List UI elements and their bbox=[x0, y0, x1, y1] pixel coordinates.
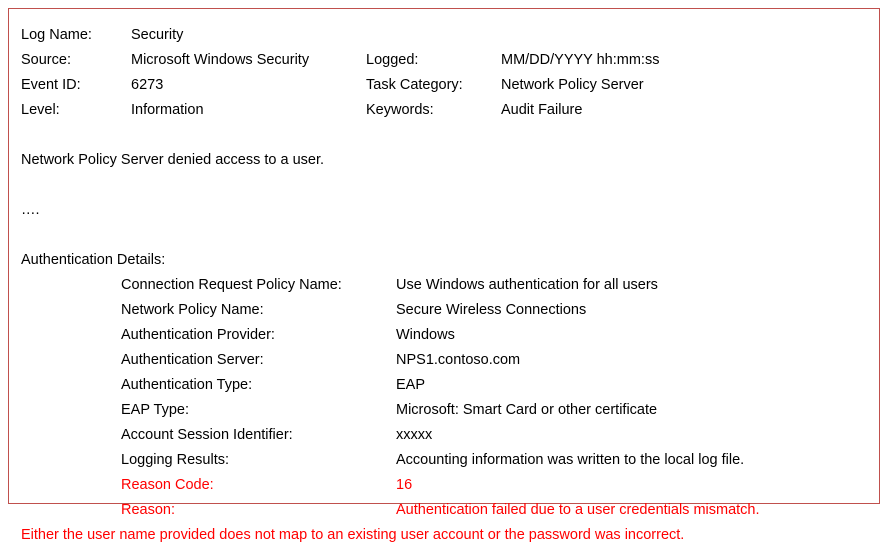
detail-row bbox=[21, 273, 867, 298]
detail-value: xxxxx bbox=[396, 427, 433, 443]
header-row bbox=[21, 23, 867, 48]
task-category-value: Network Policy Server bbox=[501, 77, 644, 93]
header-row bbox=[21, 73, 867, 98]
ellipsis-text: …. bbox=[21, 202, 40, 218]
event-log-panel bbox=[8, 8, 880, 543]
detail-value: Use Windows authentication for all users bbox=[396, 277, 658, 293]
detail-row bbox=[21, 423, 867, 448]
detail-value: NPS1.contoso.com bbox=[396, 352, 521, 368]
detail-row bbox=[21, 323, 867, 348]
level-label: Level: bbox=[21, 102, 60, 118]
detail-row bbox=[21, 448, 867, 473]
detail-row bbox=[21, 498, 867, 523]
detail-row bbox=[21, 298, 867, 323]
detail-value: Windows bbox=[396, 327, 455, 343]
detail-label: EAP Type: bbox=[121, 402, 189, 418]
detail-row bbox=[21, 398, 867, 423]
detail-row bbox=[21, 473, 867, 498]
detail-label: Account Session Identifier: bbox=[121, 427, 293, 443]
reason-value: Authentication failed due to a user credentials mismatch. bbox=[396, 502, 760, 518]
keywords-value: Audit Failure bbox=[501, 102, 583, 118]
log-name-label: Log Name: bbox=[21, 27, 92, 43]
reason-label: Reason: bbox=[121, 502, 176, 518]
source-value: Microsoft Windows Security bbox=[131, 52, 310, 68]
source-label: Source: bbox=[21, 52, 71, 68]
reason-code-label: Reason Code: bbox=[121, 477, 214, 493]
level-value: Information bbox=[131, 102, 204, 118]
header-row bbox=[21, 98, 867, 123]
detail-label: Authentication Server: bbox=[121, 352, 264, 368]
logged-label: Logged: bbox=[366, 52, 419, 68]
reason-code-value: 16 bbox=[396, 477, 413, 493]
detail-label: Network Policy Name: bbox=[121, 302, 264, 318]
detail-label: Logging Results: bbox=[121, 452, 230, 468]
event-id-label: Event ID: bbox=[21, 77, 81, 93]
detail-label: Authentication Type: bbox=[121, 377, 253, 393]
logged-value: MM/DD/YYYY hh:mm:ss bbox=[501, 52, 660, 68]
keywords-label: Keywords: bbox=[366, 102, 434, 118]
detail-row bbox=[21, 348, 867, 373]
detail-row bbox=[21, 373, 867, 398]
detail-label: Authentication Provider: bbox=[121, 327, 275, 343]
failure-explanation: Either the user name provided does not map to an existing user account or the password was incorrect. bbox=[21, 527, 685, 543]
header-row bbox=[21, 48, 867, 73]
detail-value: Microsoft: Smart Card or other certificate bbox=[396, 402, 658, 418]
authentication-details-title: Authentication Details: bbox=[21, 252, 166, 268]
spacer bbox=[21, 223, 867, 248]
detail-value: Accounting information was written to the local log file. bbox=[396, 452, 745, 468]
spacer bbox=[21, 123, 867, 148]
task-category-label: Task Category: bbox=[366, 77, 463, 93]
detail-value: EAP bbox=[396, 377, 426, 393]
spacer bbox=[21, 173, 867, 198]
event-summary: Network Policy Server denied access to a user. bbox=[21, 152, 325, 168]
event-log-content bbox=[9, 9, 879, 543]
log-name-value: Security bbox=[131, 27, 184, 43]
detail-label: Connection Request Policy Name: bbox=[121, 277, 342, 293]
detail-value: Secure Wireless Connections bbox=[396, 302, 587, 318]
event-id-value: 6273 bbox=[131, 77, 164, 93]
